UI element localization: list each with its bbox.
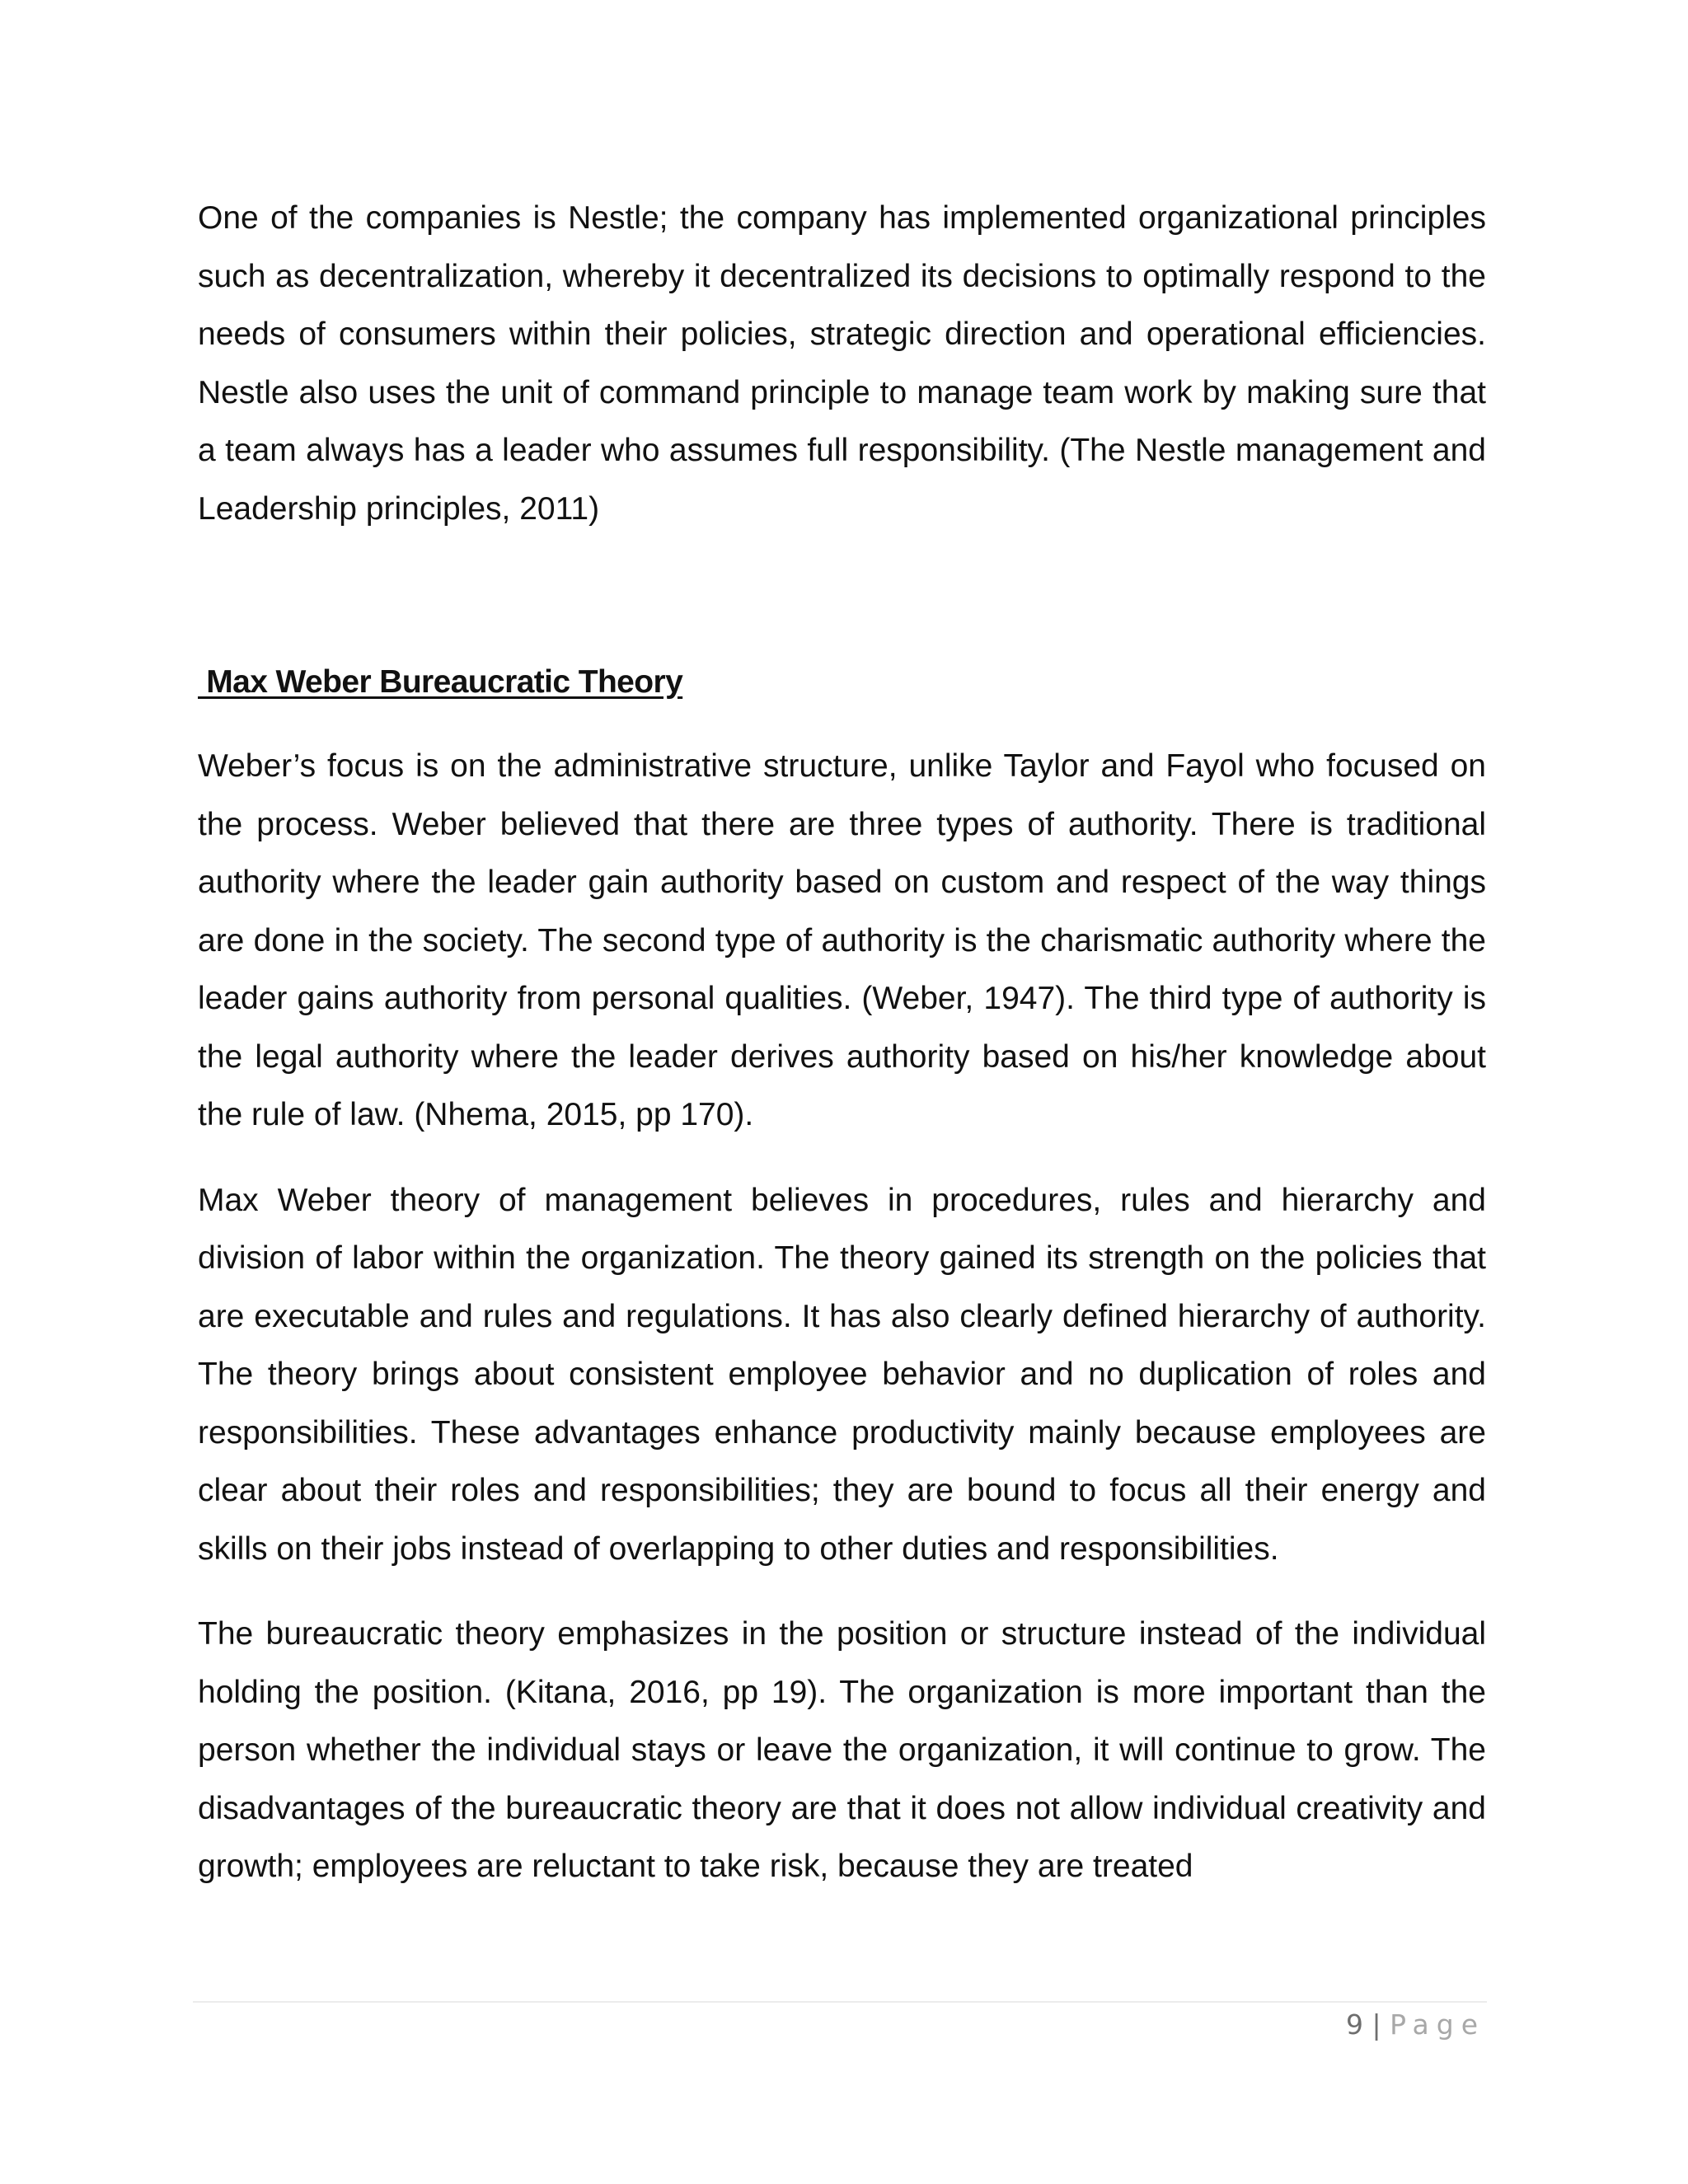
page-number: 9 [1345, 2008, 1363, 2041]
page-label: Page [1390, 2008, 1485, 2041]
paragraph-bureaucratic-theory: The bureaucratic theory emphasizes in the position or structure instead of the individual holding the position. (Kitana, 2016, pp 19). The organization is more important than the person whether the individual stays or leave the organization, it will continue to grow. The disadvantages of the bureaucratic theory are that it does not allow individual creativity and growth; employees are reluctant to take risk, because they are treated [198, 1616, 1486, 1884]
paragraph-authority-types: Weber’s focus is on the administrative structure, unlike Taylor and Fayol who focused on the process. Weber believed that there are three types of authority. There is traditional authority where the leader gain authority based on custom and respect of the way things are done in the society. The second type of authority is the charismatic authority where the leader gains authority from personal qualities. (Weber, 1947). The third type of authority is the legal authority where the leader derives authority based on his/her knowledge about the rule of law. (Nhema, 2015, pp 170). [198, 748, 1486, 1132]
page-footer [1346, 2006, 1485, 2044]
footer-separator: | [1372, 2008, 1381, 2041]
footer-divider [193, 2001, 1487, 2003]
paragraph-nestle: One of the companies is Nestle; the company has implemented organizational principles such as decentralization, whereby it decentralized its decisions to optimally respond to the needs of consumers within their policies, strategic direction and operational efficiencies. Nestle also uses the unit of command principle to manage team work by making sure that a team always has a leader who assumes full responsibility. (The Nestle management and Leadership principles, 2011) [198, 200, 1486, 527]
section-heading: Max Weber Bureaucratic Theory [198, 664, 683, 700]
page-body [198, 190, 1486, 1896]
paragraph-weber-theory: Max Weber theory of management believes in procedures, rules and hierarchy and division of labor within the organization. The theory gained its strength on the policies that are executable and rules and regulations. It has also clearly defined hierarchy of authority. The theory brings about consistent employee behavior and no duplication of roles and responsibilities. These advantages enhance productivity mainly because employees are clear about their roles and responsibilities; they are bound to focus all their energy and skills on their jobs instead of overlapping to other duties and responsibilities. [198, 1182, 1486, 1567]
